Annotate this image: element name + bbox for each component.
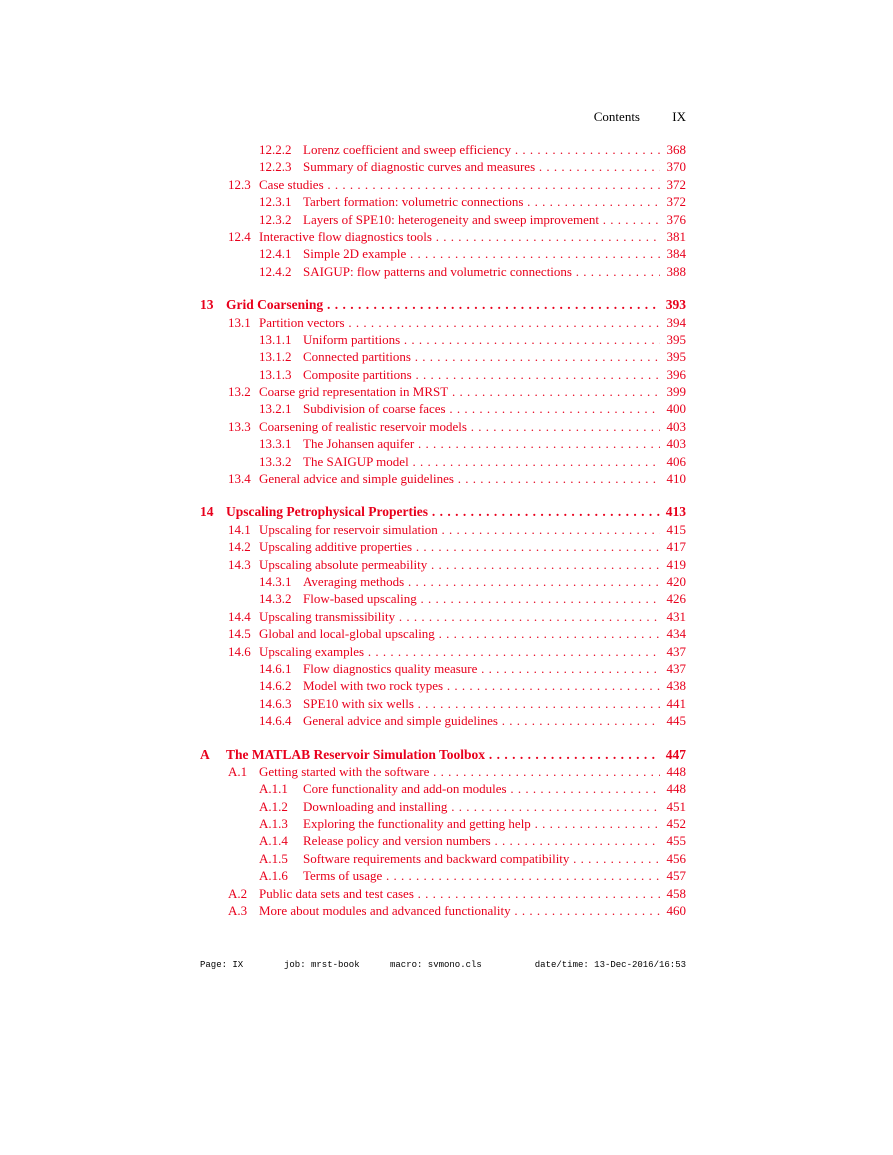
- toc-entry-page[interactable]: 396: [666, 366, 686, 382]
- toc-entry-title[interactable]: Averaging methods: [303, 573, 405, 589]
- toc-entry-title[interactable]: The SAIGUP model: [303, 453, 409, 469]
- toc-entry-label[interactable]: [200, 712, 660, 729]
- toc-entry-page[interactable]: 419: [666, 556, 686, 572]
- toc-entry-label[interactable]: [200, 453, 660, 470]
- toc-entry-number: 14.3.2: [259, 591, 292, 607]
- toc-entry-page[interactable]: 455: [666, 833, 686, 849]
- toc-entry-title[interactable]: Upscaling additive properties: [259, 539, 413, 555]
- toc-entry-page[interactable]: 403: [666, 418, 686, 434]
- toc-entry-page[interactable]: 395: [666, 331, 686, 347]
- toc-entry-label[interactable]: [200, 850, 660, 867]
- toc-entry-label[interactable]: [200, 435, 660, 452]
- toc-entry-page[interactable]: 447: [665, 746, 686, 762]
- toc-entry-label[interactable]: [200, 503, 660, 520]
- header-title: Contents: [593, 109, 640, 124]
- toc-entry-label[interactable]: [200, 296, 660, 313]
- toc-entry-label[interactable]: [200, 366, 660, 383]
- toc-entry[interactable]: [200, 660, 686, 677]
- toc-entry[interactable]: [200, 366, 686, 383]
- toc-entry-number: 13.1: [228, 314, 251, 330]
- toc-entry-title[interactable]: Composite partitions: [303, 366, 412, 382]
- toc-entry-label[interactable]: [200, 141, 660, 158]
- toc-entry-page[interactable]: 370: [666, 159, 686, 175]
- toc-entry-number: 14.3.1: [259, 573, 292, 589]
- toc-entry[interactable]: [200, 643, 686, 660]
- toc-entry-label[interactable]: [200, 573, 660, 590]
- toc-entry-title[interactable]: SAIGUP: flow patterns and volumetric connections: [303, 263, 572, 279]
- toc-entry-label[interactable]: [200, 211, 660, 228]
- toc-entry-page[interactable]: 426: [666, 591, 686, 607]
- toc-entry-number: 13.2: [228, 384, 251, 400]
- toc-entry-number: 14.6.2: [259, 678, 292, 694]
- toc-entry-title[interactable]: Summary of diagnostic curves and measures: [303, 159, 536, 175]
- toc-entry-label[interactable]: [200, 470, 660, 487]
- toc-entry[interactable]: [200, 314, 686, 331]
- toc-entry-title[interactable]: Lorenz coefficient and sweep efficiency: [303, 142, 512, 157]
- toc-entry-number: 14.2: [228, 539, 251, 555]
- toc-entry-number: 12.4: [228, 228, 251, 244]
- toc-chapter-entry[interactable]: [200, 296, 686, 313]
- toc-entry-label[interactable]: [200, 418, 660, 435]
- toc-entry-number: 12.3: [228, 176, 251, 192]
- toc-entry-title[interactable]: The Johansen aquifer: [303, 436, 415, 452]
- toc-entry-page[interactable]: 395: [666, 349, 686, 365]
- toc-entry-page[interactable]: 437: [666, 643, 686, 659]
- toc-entry-title[interactable]: Connected partitions: [303, 349, 411, 365]
- toc-entry[interactable]: [200, 141, 686, 158]
- toc-entry-title[interactable]: Public data sets and test cases: [259, 885, 414, 901]
- toc-entry-label[interactable]: [200, 815, 660, 832]
- toc-entry-title[interactable]: Coarsening of realistic reservoir models: [259, 418, 467, 434]
- footer-macro: macro: svmono.cls: [390, 960, 482, 970]
- toc-entry-title[interactable]: Model with two rock types: [303, 678, 444, 694]
- toc-entry-label[interactable]: [200, 902, 660, 919]
- toc-entry-label[interactable]: [200, 763, 660, 780]
- toc-entry-page[interactable]: 372: [666, 194, 686, 210]
- toc-entry-label[interactable]: [200, 228, 660, 245]
- toc-entry-page[interactable]: 393: [665, 297, 686, 313]
- toc-entry-label[interactable]: [200, 331, 660, 348]
- footer-datetime: date/time: 13-Dec-2016/16:53: [534, 960, 686, 970]
- toc-entry-page[interactable]: 457: [666, 868, 686, 884]
- toc-entry-title[interactable]: Terms of usage: [303, 868, 383, 884]
- toc-entry-page[interactable]: 438: [666, 678, 686, 694]
- toc-entry-label[interactable]: [200, 746, 660, 763]
- toc-entry[interactable]: [200, 176, 686, 193]
- toc-entry-page[interactable]: 415: [666, 521, 686, 537]
- toc-gap: [200, 280, 686, 296]
- toc-entry-page[interactable]: 394: [666, 314, 686, 330]
- toc-entry-title[interactable]: Flow diagnostics quality measure: [303, 660, 478, 676]
- toc-entry-label[interactable]: [200, 193, 660, 210]
- toc-entry[interactable]: [200, 418, 686, 435]
- toc-entry-page[interactable]: 400: [666, 401, 686, 417]
- toc-entry[interactable]: [200, 193, 686, 210]
- toc-entry-number: 12.4.1: [259, 246, 292, 262]
- toc-entry-number: 12.3.2: [259, 211, 292, 227]
- toc-entry-page[interactable]: 399: [666, 384, 686, 400]
- toc-entry[interactable]: [200, 573, 686, 590]
- toc-entry-title[interactable]: Upscaling Petrophysical Properties: [226, 504, 428, 520]
- toc-entry-label[interactable]: [200, 695, 660, 712]
- toc-entry-label[interactable]: [200, 590, 660, 607]
- toc-entry-title[interactable]: Grid Coarsening: [226, 297, 324, 313]
- toc-entry[interactable]: [200, 211, 686, 228]
- toc-entry[interactable]: [200, 902, 686, 919]
- toc-entry[interactable]: [200, 158, 686, 175]
- toc-entry-number: 13.3.1: [259, 436, 292, 452]
- toc-gap: [200, 730, 686, 746]
- toc-chapter-entry[interactable]: [200, 746, 686, 763]
- footer-job: job: mrst-book: [284, 960, 360, 970]
- toc-entry[interactable]: [200, 521, 686, 538]
- toc-entry[interactable]: [200, 867, 686, 884]
- toc-entry-number: 14: [200, 504, 214, 520]
- toc-entry-title[interactable]: The MATLAB Reservoir Simulation Toolbox: [226, 746, 486, 762]
- toc-entry-label[interactable]: [200, 538, 660, 555]
- toc-entry[interactable]: [200, 228, 686, 245]
- toc-entry-label[interactable]: [200, 625, 660, 642]
- toc-entry[interactable]: [200, 470, 686, 487]
- toc-entry-title[interactable]: More about modules and advanced functionality: [259, 903, 511, 919]
- toc-entry-label[interactable]: [200, 176, 660, 193]
- toc-entry-label[interactable]: [200, 780, 660, 797]
- toc-entry-page[interactable]: 406: [666, 453, 686, 469]
- toc-gap: [200, 487, 686, 503]
- toc-entry-label[interactable]: [200, 521, 660, 538]
- toc-entry[interactable]: [200, 832, 686, 849]
- toc-entry-label[interactable]: [200, 348, 660, 365]
- toc-entry[interactable]: [200, 677, 686, 694]
- toc-entry-label[interactable]: [200, 798, 660, 815]
- toc-entry-number: A.3: [228, 903, 248, 919]
- toc-entry[interactable]: [200, 400, 686, 417]
- toc-entry-number: A.1.3: [259, 816, 288, 832]
- toc-entry-page[interactable]: 413: [665, 504, 686, 520]
- toc-entry-number: 12.2.3: [259, 159, 292, 175]
- toc-entry-number: 12.4.2: [259, 263, 292, 279]
- toc-entry-title[interactable]: Subdivision of coarse faces: [303, 401, 446, 417]
- toc-entry-page[interactable]: 456: [666, 850, 686, 866]
- toc-entry-page[interactable]: 431: [666, 608, 686, 624]
- toc-entry-page[interactable]: 448: [666, 781, 686, 797]
- toc-entry-title[interactable]: Case studies: [259, 176, 324, 192]
- toc-entry-title[interactable]: Upscaling for reservoir simulation: [259, 521, 438, 537]
- toc-entry-title[interactable]: SPE10 with six wells: [303, 695, 414, 711]
- toc-entry-page[interactable]: 437: [666, 660, 686, 676]
- toc-entry-title[interactable]: Uniform partitions: [303, 331, 401, 347]
- toc-entry-title[interactable]: Downloading and installing: [303, 798, 448, 814]
- toc-entry-title[interactable]: Interactive flow diagnostics tools: [259, 228, 432, 244]
- toc-entry[interactable]: [200, 348, 686, 365]
- toc-entry-page[interactable]: 368: [666, 142, 686, 157]
- toc-entry[interactable]: [200, 590, 686, 607]
- toc-entry-number: 14.6.1: [259, 660, 292, 676]
- toc-entry-number: 14.5: [228, 626, 251, 642]
- toc-entry-number: A.1.6: [259, 868, 288, 884]
- toc-entry-title[interactable]: Simple 2D example: [303, 246, 407, 262]
- toc-entry-page[interactable]: 448: [666, 763, 686, 779]
- toc-entry-label[interactable]: [200, 383, 660, 400]
- toc-entry-title[interactable]: General advice and simple guidelines: [259, 471, 454, 487]
- toc-entry-label[interactable]: [200, 158, 660, 175]
- toc-entry-number: 12.2.2: [259, 142, 292, 157]
- toc-entry-title[interactable]: Getting started with the software: [259, 763, 430, 779]
- toc-entry-number: 13: [200, 297, 214, 313]
- toc-entry-page[interactable]: 460: [666, 903, 686, 919]
- table-of-contents: [200, 141, 686, 919]
- toc-entry-title[interactable]: Global and local-global upscaling: [259, 626, 435, 642]
- toc-entry[interactable]: [200, 695, 686, 712]
- toc-entry-title[interactable]: Partition vectors: [259, 314, 345, 330]
- toc-entry[interactable]: [200, 885, 686, 902]
- toc-entry-title[interactable]: Layers of SPE10: heterogeneity and sweep improvement: [303, 211, 600, 227]
- toc-entry-number: 14.1: [228, 521, 251, 537]
- toc-entry-label[interactable]: [200, 643, 660, 660]
- toc-entry-number: 13.1.2: [259, 349, 292, 365]
- toc-entry-page[interactable]: 381: [666, 228, 686, 244]
- toc-entry[interactable]: [200, 712, 686, 729]
- footer-page: Page: IX: [200, 960, 244, 970]
- toc-entry-number: 12.3.1: [259, 194, 292, 210]
- toc-entry-number: 13.4: [228, 471, 251, 487]
- toc-entry-page[interactable]: 452: [666, 816, 686, 832]
- toc-entry-number: 13.1.1: [259, 331, 292, 347]
- toc-entry-number: A.1.1: [259, 781, 288, 797]
- toc-entry[interactable]: [200, 435, 686, 452]
- toc-entry-number: A.1: [228, 763, 248, 779]
- toc-entry-label[interactable]: [200, 263, 660, 280]
- toc-entry[interactable]: [200, 383, 686, 400]
- toc-chapter-entry[interactable]: [200, 503, 686, 520]
- toc-entry[interactable]: [200, 608, 686, 625]
- toc-entry-label[interactable]: [200, 660, 660, 677]
- toc-entry-page[interactable]: 445: [666, 713, 686, 729]
- toc-entry-title[interactable]: General advice and simple guidelines: [303, 713, 498, 729]
- toc-entry-page[interactable]: 458: [666, 885, 686, 901]
- toc-entry-number: 14.6.4: [259, 713, 292, 729]
- toc-entry[interactable]: [200, 453, 686, 470]
- toc-entry-label[interactable]: [200, 677, 660, 694]
- toc-entry-number: 13.2.1: [259, 401, 292, 417]
- toc-entry[interactable]: [200, 798, 686, 815]
- toc-entry-label[interactable]: [200, 608, 660, 625]
- toc-entry-label[interactable]: [200, 245, 660, 262]
- toc-entry[interactable]: [200, 263, 686, 280]
- toc-entry[interactable]: [200, 331, 686, 348]
- page-footer: [200, 960, 686, 974]
- running-header: [200, 109, 686, 127]
- toc-entry-title[interactable]: Upscaling transmissibility: [259, 608, 396, 624]
- toc-entry-number: 14.4: [228, 608, 251, 624]
- toc-entry-number: 13.1.3: [259, 366, 292, 382]
- toc-entry-title[interactable]: Exploring the functionality and getting help: [303, 816, 531, 832]
- toc-entry-title[interactable]: Flow-based upscaling: [303, 591, 417, 607]
- toc-entry[interactable]: [200, 815, 686, 832]
- toc-entry[interactable]: [200, 625, 686, 642]
- toc-entry[interactable]: [200, 780, 686, 797]
- toc-entry-label[interactable]: [200, 867, 660, 884]
- toc-entry-number: A.1.2: [259, 798, 288, 814]
- toc-entry-title[interactable]: Release policy and version numbers: [303, 833, 491, 849]
- header-page-number: IX: [672, 109, 686, 124]
- toc-entry-title[interactable]: Upscaling absolute permeability: [259, 556, 428, 572]
- toc-entry-number: A.1.4: [259, 833, 288, 849]
- toc-entry-number: 14.6: [228, 643, 251, 659]
- toc-entry-title[interactable]: Core functionality and add-on modules: [303, 781, 507, 797]
- toc-entry-title[interactable]: Tarbert formation: volumetric connections: [303, 194, 524, 210]
- toc-entry-number: 13.3.2: [259, 453, 292, 469]
- toc-entry-page[interactable]: 388: [666, 263, 686, 279]
- toc-entry-number: A.2: [228, 885, 248, 901]
- toc-entry-label[interactable]: [200, 885, 660, 902]
- toc-entry[interactable]: [200, 763, 686, 780]
- toc-entry[interactable]: [200, 556, 686, 573]
- toc-entry-number: A.1.5: [259, 850, 288, 866]
- toc-entry-page[interactable]: 417: [666, 539, 686, 555]
- toc-entry-page[interactable]: 376: [666, 211, 686, 227]
- toc-entry-label[interactable]: [200, 400, 660, 417]
- toc-entry-title[interactable]: Coarse grid representation in MRST: [259, 384, 449, 400]
- toc-entry[interactable]: [200, 850, 686, 867]
- toc-entry[interactable]: [200, 245, 686, 262]
- toc-entry-number: 13.3: [228, 418, 251, 434]
- toc-entry-page[interactable]: 384: [666, 246, 686, 262]
- toc-entry-label[interactable]: [200, 832, 660, 849]
- toc-entry-page[interactable]: 420: [666, 573, 686, 589]
- toc-entry-page[interactable]: 403: [666, 436, 686, 452]
- toc-entry-page[interactable]: 372: [666, 176, 686, 192]
- toc-entry-page[interactable]: 410: [666, 471, 686, 487]
- toc-entry-label[interactable]: [200, 314, 660, 331]
- toc-entry[interactable]: [200, 538, 686, 555]
- toc-entry-title[interactable]: Software requirements and backward compatibility: [303, 850, 570, 866]
- toc-entry-page[interactable]: 434: [666, 626, 686, 642]
- toc-entry-number: 14.3: [228, 556, 251, 572]
- toc-entry-title[interactable]: Upscaling examples: [259, 643, 365, 659]
- toc-entry-label[interactable]: [200, 556, 660, 573]
- toc-entry-page[interactable]: 441: [666, 695, 686, 711]
- toc-entry-number: A: [200, 746, 210, 762]
- toc-entry-page[interactable]: 451: [666, 798, 686, 814]
- toc-entry-number: 14.6.3: [259, 695, 292, 711]
